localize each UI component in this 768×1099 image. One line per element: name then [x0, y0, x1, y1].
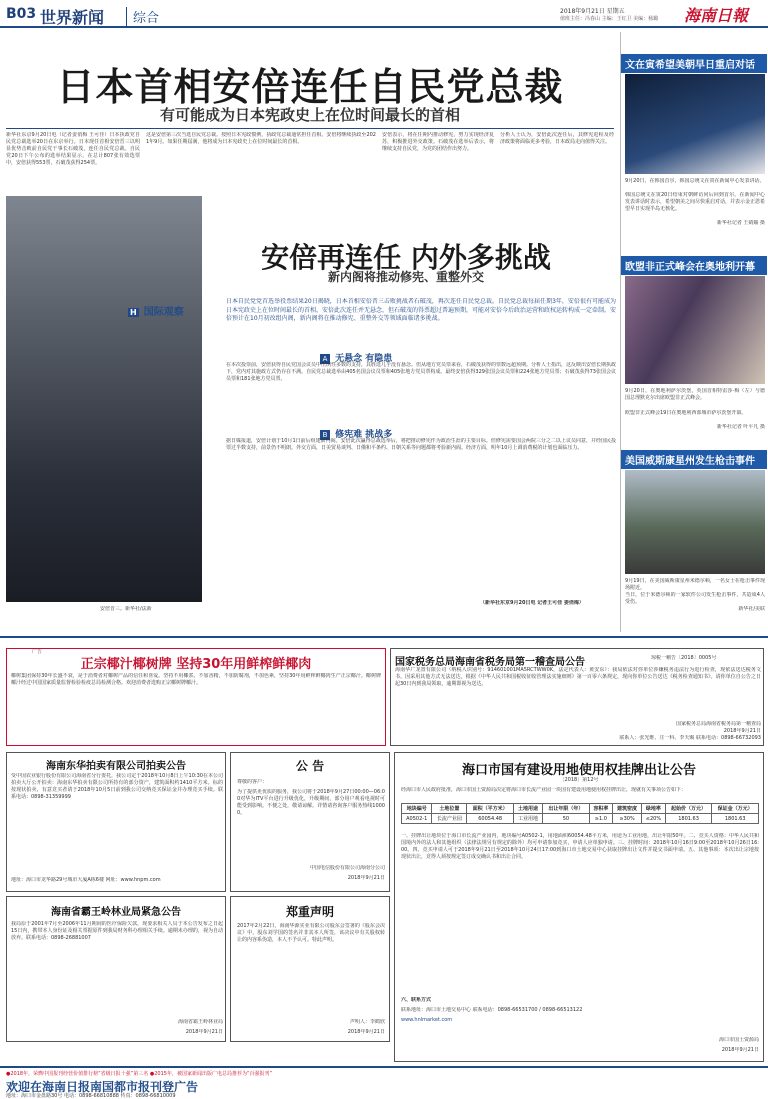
table-header-cell: 保证金（万元）	[712, 804, 759, 814]
column-tag-icon: H	[130, 308, 137, 317]
section-a-label: 无悬念 有隐患	[335, 354, 393, 364]
ad-statement-person: 声明人：李鹤欣	[349, 1019, 385, 1025]
section-b-text: 据日媒报道，安倍计划于10月1日前后组建新内阁。安倍此次赢得总裁选举后，将把推动修宪作为政治生涯的主要目标。但修宪需要国会两院三分之二以上议员同意，并经国民投票过半数支持，前景仍不明朗。外交方面，日美贸易谈判、日俄和平条约、日朝关系等问题都将考验新内阁。经济方面，明年10月上调消费税的计划也面临压力。	[226, 438, 616, 451]
ad-tax-date: 2018年9月21日	[723, 728, 761, 734]
lead-body-2: 这是安倍第三次当选自民党总裁。按照日本宪政惯例，执政党总裁通常担任首相。安倍将继续执政至2021年9月。如果任期届满，他将成为日本宪政史上在位时间最长的首相。	[146, 132, 376, 145]
ad-banner-label: 广告	[32, 649, 43, 655]
ad-land-contact: 联系地址：海口市土地交易中心 联系电话：0898-66531700 / 0898-66513122	[401, 1007, 583, 1013]
ad-forest-title: 海南省霸王岭林业局紧急公告	[51, 907, 181, 918]
column-tag-label: 国际观察	[143, 307, 184, 318]
feature-intro: 日本自民党党首选举投票结果20日揭晓，日本首相安倍晋三击败挑战者石破茂，再次连任自民党总裁。自民党总裁每届任期3年，安倍很有可能成为日本宪政史上在位时间最长的首相。安倍此次连任并无悬念，但石破茂的得票超过普遍预期，可能对安倍今后政治运营和政权运转构成一定牵制。安倍预计在10月初改组内阁，新内阁将在推动修宪、重整外交等领域面临诸多挑战。	[226, 298, 616, 322]
footer-address: 地址：海口市金盘路30号 电话：0898-66810888 传真：0898-66810009	[6, 1093, 176, 1099]
side-top-caption: 9月20日，在韩国首尔，韩国总统文在寅在新闻中心发表讲话。	[625, 178, 765, 184]
ad-forest-org: 海南省霸王岭林业局	[177, 1019, 223, 1025]
footer-cta: 欢迎在海南日报南国都市报刊登广告	[6, 1080, 199, 1094]
table-cell: ≥1.0	[589, 814, 612, 824]
ad-tax-code: 琼税一稽告〔2018〕0005号	[651, 655, 717, 661]
section-b-label: 修宪难 挑战多	[335, 430, 393, 440]
ad-forest-date: 2018年9月21日	[185, 1029, 223, 1035]
table-cell: 1801.63	[712, 814, 759, 824]
feature-credit: （新华社东京9月20日电 记者王可佳 姜俏梅）	[480, 600, 584, 606]
lead-body-3: 安倍表示，将在任期内推动修宪，努力实现经济复苏，积极推进外交政策。石破茂在选举后表示，将继续支持自民党，为党的团结作出努力。	[382, 132, 494, 152]
ad-land-contact-title: 六、联系方式	[401, 997, 432, 1003]
paper-logo: 海南日報	[684, 6, 749, 25]
side-top-photo	[625, 74, 765, 174]
ad-statement-title: 郑重声明	[285, 905, 334, 919]
ad-land	[394, 752, 764, 1062]
ad-land-date: 2018年9月21日	[721, 1047, 759, 1053]
table-header-cell: 容积率	[589, 804, 612, 814]
ad-auction-body: 受中国农业银行股份有限公司海南省分行委托，我公司定于2018年10月8日上午10:30在本公司拍卖大厅公开拍卖：海南东华拍卖有限公司所持有的部分资产，建筑面积约1410平方米。标的按现状拍卖，有意竞买者请于2018年10月5日前到我公司交纳竞买保证金并办理竞买手续。联系电话：0898-31359999	[11, 773, 223, 800]
lead-rule	[6, 128, 614, 129]
section-a-icon: A	[320, 354, 330, 364]
side-bot-photo	[625, 470, 765, 574]
side-bot-credit: 新华社/美联	[738, 606, 765, 612]
ad-land-table	[401, 803, 759, 824]
subsection-name: 综合	[126, 7, 159, 26]
side-mid-title: 欧盟非正式峰会在奥地利开幕	[621, 256, 767, 275]
lead-body-1: 新华社东京9月20日电（记者姜俏梅 王可佳）日本执政党自民党总裁选举20日在东京举行。日本现任首相安倍晋三以明显优势击败前自民党干事长石破茂，连任自民党总裁。自民党20日下午公布的选举结果显示，在总计807张有效选票中，安倍获得553票，石破茂获得254票。	[6, 132, 140, 166]
table-cell: ≥30%	[612, 814, 641, 824]
ad-notice-body: 为了提供更优质的服务，我公司将于2018年9月27日00:00—06:00对华为ITV平台进行升级优化，升级期间，部分用户观看电视时可能受到影响。不便之处，敬请谅解。详情请咨询客户服务热线10000。	[237, 789, 385, 816]
ad-tax-body: 海南华广龙置有限公司（纳税人识别号：914601001MA5RCTWW0K，法定代表人：黄安东）：我局依法对你单位涉嫌税务违法行为进行检查，现依法送达税务文书。因采用其他方式无法送达，根据《中华人民共和国税收征收管理法实施细则》第一百零六条规定，现向你单位公告送达《税务检查通知书》。请你单位自公告之日起30日内到我局领取，逾期即视为送达。	[395, 667, 761, 687]
ad-land-code: ［2018］第12号	[559, 777, 599, 783]
ad-auction	[6, 752, 226, 892]
page-code: B03	[6, 6, 37, 22]
ad-banner	[0, 636, 768, 655]
side-mid-caption: 9月20日，在奥地利萨尔茨堡，英国首相特雷莎·梅（左）与德国总理默克尔出席欧盟非正式峰会。	[625, 388, 765, 401]
ad-statement-body: 2017年2月22日，海南华源实业有限公司股东会签署的《股东会决议》中，股东刘学国的签名并非其本人所签，该决议中有关股权转让的内容系伪造，本人不予认可。特此声明。	[237, 923, 385, 943]
ad-tax-org: 国家税务总局海南省税务局第一稽查局	[675, 721, 761, 727]
ad-notice	[230, 752, 390, 892]
section-a-marker	[320, 346, 460, 364]
table-header-cell: 面积（平方米）	[467, 804, 514, 814]
table-header-cell: 绿地率	[642, 804, 666, 814]
ad-statement-date: 2018年9月21日	[347, 1029, 385, 1035]
side-mid-photo	[625, 276, 765, 384]
section-b-icon: B	[320, 430, 330, 440]
footer-ticker: ●2018年，荣膺中国报刊经营价值排行榜“省级日报十强”第三名 ●2015年，被国家新闻出版广电总局推荐为“百强报刊”	[6, 1071, 273, 1077]
ad-land-intro: 经海口市人民政府批准，海口市国土资源局决定将海口市长流产业园一块国有建设用地使用权挂牌出让，现就有关事项公告如下：	[401, 787, 687, 793]
ad-tax-contact: 联系人：张光维、庄一科、李天赐 联系电话：0898-66732093	[619, 735, 761, 741]
table-row	[402, 814, 759, 824]
ad-land-website[interactable]: www.hnlmarket.com	[401, 1017, 453, 1023]
table-cell: 长流产业园	[432, 814, 467, 824]
side-top-title: 文在寅希望美朝早日重启对话	[621, 54, 767, 73]
feature-headline: 安倍再连任 内外多挑战	[261, 241, 551, 274]
footer	[0, 1066, 768, 1097]
ad-tax-title: 国家税务总局海南省税务局第一稽查局公告	[395, 657, 585, 668]
side-mid-body: 欧盟非正式峰会19日在奥地利西部城市萨尔茨堡开幕。	[625, 410, 747, 416]
table-cell: 1801.63	[665, 814, 712, 824]
ad-notice-org: 中国电信股份有限公司海南分公司	[309, 865, 385, 871]
table-header-cell: 建筑密度	[612, 804, 641, 814]
ad-tax	[390, 648, 764, 746]
ad-auction-address: 地址：海口市龙华路29号城市大厦A栋6楼 网址：www.hnpm.com	[11, 877, 161, 883]
table-header-cell: 土地用途	[513, 804, 542, 814]
side-top-body: 韩国总统文在寅20日结束对朝鲜访问后回到首尔，在新闻中心发表讲话时表示，希望朝美之间尽快重启对话，并表示金正恩希望早日实现半岛无核化。	[625, 192, 765, 212]
column-tag	[128, 300, 218, 318]
table-cell: 工业用地	[513, 814, 542, 824]
table-cell: A0502-1	[402, 814, 432, 824]
ad-notice-greeting: 尊敬的客户：	[237, 779, 268, 785]
ad-auction-title: 海南东华拍卖有限公司拍卖公告	[46, 761, 186, 772]
ad-land-title: 海口市国有建设用地使用权挂牌出让公告	[461, 763, 696, 778]
lead-headline: 日本首相安倍连任自民党总裁	[56, 64, 564, 109]
ad-land-body: 一、挂牌出让地块位于海口市长流产业园内，地块编号A0502-1，用地面积60054.48平方米，用途为工业用地，出让年限50年。二、竞买人资格：中华人民共和国境内外的法人和其他组织（法律法规另有规定的除外）均可申请参加竞买，申请人应单独申请。三、挂牌时间：2018年10月16日9:00至2018年10月26日16:00。四、竞买申请人可于2018年9月21日至2018年10月24日17:00到海口市土地交易中心获取挂牌出让文件并提交书面申请。五、其他事项：本次出让宗地按现状出让，竞得人须按规定签订成交确认书和出让合同。	[401, 833, 759, 860]
lead-body-4: 分析人士认为，安倍此次连任后，其修宪进程及经济政策将面临更多考验，日本政局走向值得关注。	[500, 132, 614, 145]
ad-coconut-title: 正宗椰汁椰树牌 坚持30年用鲜榨鲜椰肉	[80, 657, 312, 672]
side-top-credit: 新华社记者 王婧嫱 摄	[716, 220, 765, 226]
ad-forest	[6, 896, 226, 1042]
ad-statement	[230, 896, 390, 1042]
ad-forest-body: 我局原于2001年7月至2006年11月期间的医疗保险欠款，现要求相关人员于本公告发布之日起15日内，携带本人身份证及相关票据原件到我局财务科办理相关手续。逾期未办理的，视为自动放弃。联系电话：0898-26881007	[11, 921, 223, 941]
editors-line: 值班主任：冯春山 主编：王红卫 美编：杨璐	[560, 16, 659, 22]
table-header-cell: 出让年限（年）	[543, 804, 590, 814]
ad-coconut	[6, 648, 386, 746]
ad-coconut-body: 椰树集团保持30年长盛不衰，是于消费者对椰树产品的信任和喜爱。坚持不用椰浆、不加香精，不加防腐剂，不加色素，坚持30年用鲜榨鲜椰肉生产正宗椰汁。椰树牌椰汁经过中国国家质量监督检验检疫总局检测合格。欢迎消费者选购正宗椰树牌椰汁。	[11, 673, 381, 686]
date-line: 2018年9月21日 星期五	[560, 8, 625, 15]
page-header	[0, 0, 768, 28]
ad-notice-date: 2018年9月21日	[347, 875, 385, 881]
table-header-cell: 起始价（万元）	[665, 804, 712, 814]
side-bot-body: 当日，位于米德尔顿的一家软件公司发生枪击事件，共造成4人受伤。	[625, 592, 765, 605]
section-a-text: 在本次投票前，安倍获得自民党国会议员中压倒性多数的支持，其胜选几乎没有悬念。但从地方党员票来看，石破茂获得的票数远超预期。分析人士指出，这反映出安倍长期执政下，党内对其施政方式仍存在不满。自民党总裁选举由405名国会议员票和405张地方党员票构成。最终安倍获得329张国会议员票和224张地方党员票；石破茂获得73张国会议员票和181张地方党员票。	[226, 362, 616, 382]
side-bot-caption: 9月19日，在美国威斯康星州米德尔顿，一名女士在枪击事件现场附近。	[625, 578, 765, 591]
abe-photo	[6, 196, 202, 602]
table-cell: 60054.48	[467, 814, 514, 824]
lead-story	[6, 56, 614, 144]
feature-subhead: 新内阁将推动修宪、重整外交	[327, 270, 484, 284]
side-bot-title: 美国威斯康星州发生枪击事件	[621, 450, 767, 469]
table-header-cell: 地块编号	[402, 804, 432, 814]
ad-land-org: 海口市国土资源局	[718, 1037, 759, 1043]
side-column	[620, 32, 766, 632]
side-mid-credit: 新华社记者 叶平凡 摄	[716, 424, 765, 430]
ad-land-table-header	[402, 804, 759, 814]
table-header-cell: 土地位置	[432, 804, 467, 814]
lead-subhead: 有可能成为日本宪政史上在位时间最长的首相	[159, 106, 460, 124]
abe-photo-caption: 安倍晋三。新华社/法新	[100, 606, 152, 612]
section-b-marker	[320, 422, 460, 440]
section-name: 世界新闻	[40, 8, 105, 27]
table-cell: 50	[543, 814, 590, 824]
ad-notice-title: 公 告	[295, 759, 325, 773]
table-cell: ≤20%	[642, 814, 666, 824]
